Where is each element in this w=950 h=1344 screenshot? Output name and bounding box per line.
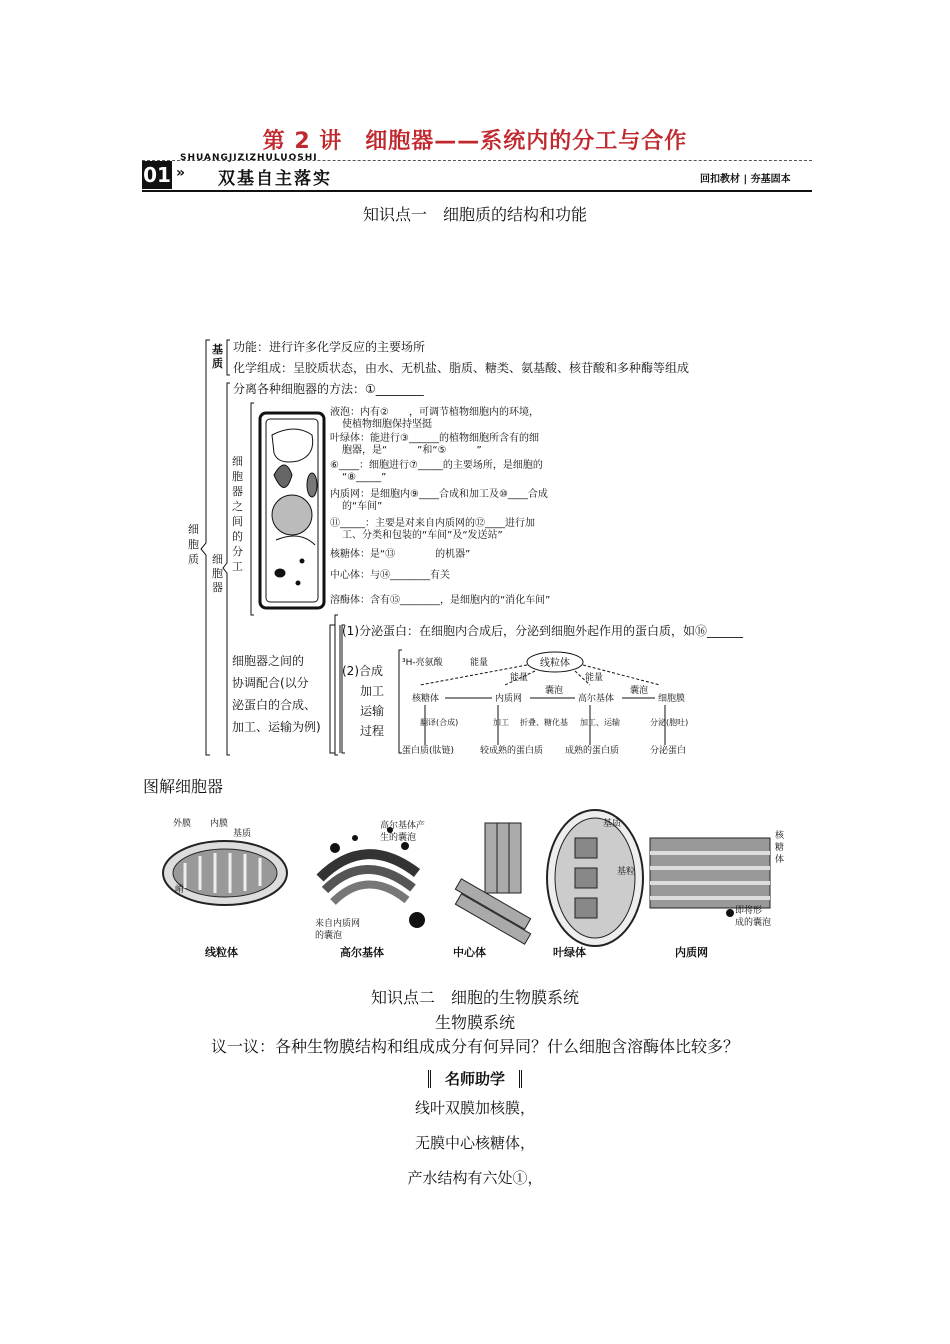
cooperation-outer-brace [330, 625, 335, 753]
secretory-protein: (1)分泌蛋白：在细胞内合成后，分泌到细胞外起作用的蛋白质，如⑯______ [342, 624, 744, 638]
energy-label-1: 能量 [470, 658, 489, 668]
matrix-brace [227, 340, 230, 375]
plant-cell-sketch [260, 413, 324, 608]
organelle-line-5-cont: 工、分类和包装的“车间”及“发送站” [342, 530, 503, 541]
caption-centrosome: 中心体 [453, 946, 486, 959]
label-forming-vesicle-2: 成的囊泡 [735, 918, 772, 928]
product-premature: 较成熟的蛋白质 [480, 746, 544, 756]
label-golgi-vesicle-2: 生的囊泡 [380, 833, 417, 843]
flow-node-golgi: 高尔基体 [578, 694, 615, 704]
organelle-line-3-cont: “⑧_____” [342, 472, 387, 483]
process-line-3: 运输 [360, 704, 385, 718]
organelle-line-5: ⑪_____：主要是对来自内质网的⑫____进行加 [330, 518, 535, 529]
flow-start: ³H-亮氨酸 [402, 658, 443, 668]
product-peptide: 蛋白质(肽链) [402, 746, 455, 756]
label-ribosome-2: 糖 [775, 843, 785, 853]
organelle-list [330, 405, 550, 606]
organelle-line-3: ⑥____：细胞进行⑦_____的主要场所，是细胞的 [330, 460, 543, 471]
banner-number: 01 [143, 163, 171, 187]
division-char-6: 的 [232, 530, 243, 543]
division-char-2: 胞 [232, 470, 243, 483]
section2-heading: 知识点二 细胞的生物膜系统 [370, 988, 579, 1007]
energy-label-2: 能量 [510, 673, 529, 683]
label-matrix: 基质 [233, 829, 252, 839]
cooperation-brace [335, 615, 338, 755]
label-forming-vesicle-1: 即将形 [735, 906, 763, 916]
flow-step-transport: 加工、运输 [580, 718, 620, 727]
organelle-line-4-cont: 的“车间” [342, 501, 383, 512]
label-cristae: 嵴 [175, 885, 185, 895]
process-brace [342, 625, 345, 753]
mnemonic-line-2: 无膜中心核糖体， [414, 1134, 535, 1152]
organelle-line-7: 中心体：与⑭________有关 [330, 570, 450, 581]
label-grana: 基粒 [617, 867, 636, 877]
division-char-7: 分 [232, 545, 243, 558]
organelle-label-char-1: 细 [212, 553, 223, 566]
flow-node-ribosome: 核糖体 [412, 694, 440, 704]
organelle-line-8: 溶酶体：含有⑮________，是细胞内的“消化车间” [330, 595, 551, 606]
flow-node-er: 内质网 [495, 694, 523, 704]
golgi-figure [315, 819, 425, 941]
cooperation-label [232, 653, 321, 734]
er-figure [650, 829, 785, 928]
root-label [188, 523, 199, 566]
cooperation-line-1: 细胞器之间的 [232, 654, 305, 668]
organelle-label-char-3: 器 [212, 581, 223, 594]
section1-heading: 知识点一 细胞质的结构和功能 [362, 205, 587, 224]
label-ribosome-1: 核 [775, 831, 785, 841]
double-chevron-icon: » [176, 165, 186, 181]
mnemonic-line-3: 产水结构有六处①， [407, 1169, 543, 1187]
organelle-line-1-cont: 使植物细胞保持坚挺 [342, 419, 432, 430]
label-er-vesicle-1: 来自内质网 [315, 919, 361, 929]
organelle-illustrations [155, 808, 805, 968]
flow-step-folding: 折叠、糖化基 [520, 718, 568, 727]
banner-dash-divider [142, 160, 812, 161]
root-char-3: 质 [188, 553, 199, 566]
process-line-2: 加工 [360, 684, 385, 698]
centrosome-figure [455, 823, 530, 944]
cytoplasm-concept-map [180, 335, 780, 760]
mentor-badge [415, 1068, 535, 1089]
matrix-composition: 化学组成：呈胶质状态，由水、无机盐、脂质、糖类、氨基酸、核苷酸和多种酶等组成 [233, 361, 690, 375]
figure-heading: 图解细胞器 [143, 777, 224, 796]
caption-chloroplast: 叶绿体 [553, 946, 586, 959]
process-label [342, 663, 384, 738]
cooperation-line-2: 协调配合(以分 [232, 676, 309, 690]
label-golgi-vesicle-1: 高尔基体产 [380, 821, 426, 831]
chloroplast-figure [547, 810, 643, 946]
vesicle-label-2: 囊泡 [630, 686, 649, 696]
matrix-label-char-1: 基 [212, 343, 223, 356]
division-char-1: 细 [232, 455, 243, 468]
root-brace [201, 340, 210, 755]
process-line-4: 过程 [360, 724, 385, 738]
division-char-8: 工 [232, 560, 243, 573]
label-stroma: 基质 [603, 819, 622, 829]
cooperation-line-3: 泌蛋白的合成、 [232, 698, 317, 712]
caption-er: 内质网 [675, 946, 708, 959]
banner-heading: 双基自主落实 [218, 169, 332, 189]
secretion-flow [402, 652, 688, 756]
organelle-line-1: 液泡：内有② ，可调节植物细胞内的环境， [330, 407, 539, 418]
section2-subheading: 生物膜系统 [434, 1013, 515, 1032]
discussion-question: 议一议：各种生物膜结构和组成成分有何异同？什么细胞含溶酶体比较多？ [210, 1037, 739, 1056]
banner-divider [142, 190, 812, 192]
page-title: 第 2 讲 细胞器——系统内的分工与合作 [262, 129, 688, 154]
flow-mito: 线粒体 [540, 658, 570, 669]
banner-right-tag: 回扣教材 | 夯基固本 [700, 174, 791, 185]
energy-label-3: 能量 [585, 673, 604, 683]
organelle-line-6: 核糖体：是“⑬ 的机器” [330, 549, 471, 560]
division-char-3: 器 [232, 485, 243, 498]
organelle-line-2-cont: 胞器，是“ ”和“⑤ ” [342, 445, 482, 456]
organelle-line-2: 叶绿体：能进行③______的植物细胞所含有的细 [330, 433, 539, 444]
banner-pinyin: SHUANGJIZIZHULUOSHI [180, 153, 318, 163]
caption-golgi: 高尔基体 [340, 946, 384, 959]
separation-method: 分离各种细胞器的方法：①________ [233, 382, 424, 396]
root-char-1: 细 [188, 523, 199, 536]
flow-step-process: 加工 [493, 718, 509, 727]
cooperation-line-4: 加工、运输为例) [232, 720, 321, 734]
organelle-label-char-2: 胞 [212, 567, 223, 580]
flow-step-translation: 翻译(合成) [420, 718, 459, 727]
process-line-1: (2)合成 [342, 664, 383, 678]
mnemonic-line-1: 线叶双膜加核膜， [414, 1099, 535, 1117]
matrix-function: 功能：进行许多化学反应的主要场所 [233, 340, 426, 354]
vesicle-label-1: 囊泡 [545, 686, 564, 696]
label-er-vesicle-2: 的囊泡 [315, 931, 343, 941]
label-outer-membrane: 外膜 [173, 819, 192, 829]
division-char-5: 间 [232, 515, 243, 528]
product-secreted: 分泌蛋白 [650, 746, 687, 756]
matrix-label-char-2: 质 [212, 357, 223, 370]
division-char-4: 之 [232, 500, 243, 513]
caption-mitochondrion: 线粒体 [205, 946, 238, 959]
division-brace [251, 403, 254, 615]
root-char-2: 胞 [188, 538, 199, 551]
label-ribosome-3: 体 [775, 855, 785, 865]
organelle-brace [223, 383, 230, 755]
flow-step-secretion: 分泌(胞吐) [650, 718, 689, 727]
flow-node-membrane: 细胞膜 [658, 694, 686, 704]
label-inner-membrane: 内膜 [210, 819, 229, 829]
organelle-line-4: 内质网：是细胞内⑨____合成和加工及⑩____合成 [330, 489, 548, 500]
product-mature: 成熟的蛋白质 [565, 746, 620, 756]
mitochondrion-figure [163, 817, 287, 905]
mentor-badge-text: 名师助学 [428, 1070, 522, 1088]
